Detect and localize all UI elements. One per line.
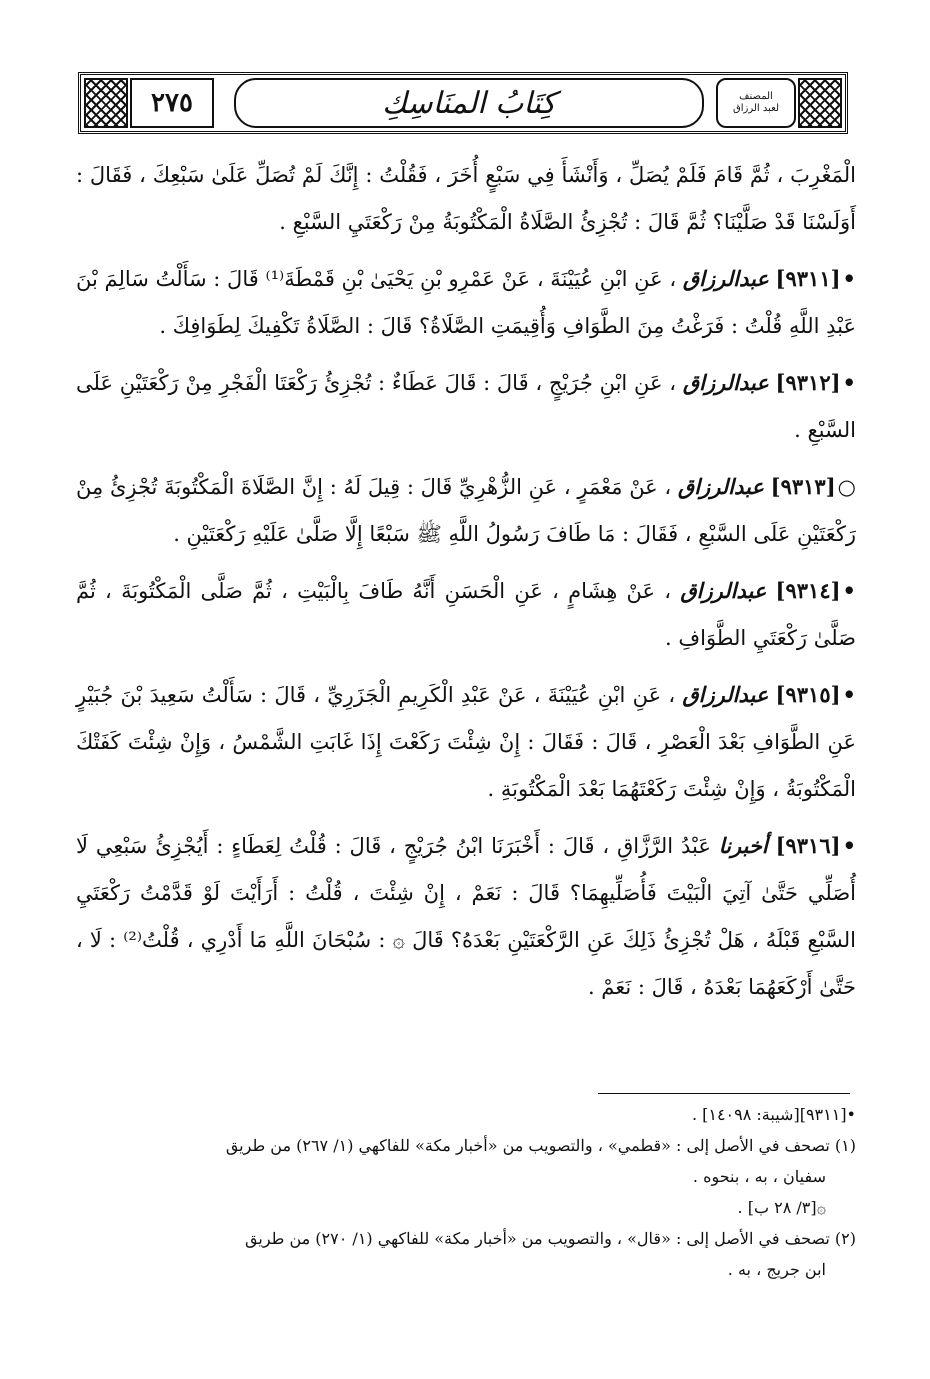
page-number: ٢٧٥ — [130, 78, 214, 128]
hadith-number: [٩٣١١] — [775, 266, 841, 291]
hadith-text: عَبْدُ الرَّزَّاقِ ، قَالَ : أَخْبَرَنَا ابْنُ جُرَيْجٍ ، قَالَ : قُلْتُ لِعَطَاءٍ : أَيُجْزِئُ سَبْعِي لَا أُصَلِّي حَتَّىٰ آتِيَ الْبَيْتَ فَأُصَلِّيهِمَا؟ قَالَ : نَعَمْ ، إِنْ شِئْتَ ، قُلْتُ : أَرَأَيْتَ لَوْ قَدَّمْتُ رَكْعَتَيِ السَّبْعِ قَبْلَهُ ، هَلْ تُجْزِئُ ذَلِكَ عَنِ الرَّكْعَتَيْنِ بَعْدَهُ؟ قَالَ ۞ : سُبْحَانَ اللَّهِ مَا أَدْرِي ، قُلْتُ⁽²⁾ : لَا ، حَتَّىٰ أَرْكَعَهُمَا بَعْدَهُ ، قَالَ : نَعَمْ . — [76, 834, 857, 999]
hadith-9316 — [76, 822, 856, 1011]
bullet-icon: • — [842, 370, 856, 395]
intro-line-2: فَقَالَ : أَوَلَسْنَا قَدْ صَلَّيْنَا؟ ثُمَّ قَالَ : تُجْزِئُ الصَّلَاةُ الْمَكْتُوبَةُ مِنْ رَكْعَتَيِ السَّبْعِ . — [76, 163, 856, 234]
hadith-text: ، عَنِ ابْنِ عُيَيْنَةَ ، عَنْ عَبْدِ الْكَرِيمِ الْجَزَرِيِّ ، قَالَ : سَأَلْتُ سَعِيدَ بْنَ جُبَيْرٍ عَنِ الطَّوَافِ بَعْدَ الْعَصْرِ ، قَالَ : فَقَالَ : إِنْ شِئْتَ رَكَعْتَ إِذَا غَابَتِ الشَّمْسُ ، وَإِنْ شِئْتَ كَفَتْكَ الْمَكْتُوبَةُ ، وَإِنْ شِئْتَ رَكَعْتَهُمَا بَعْدَ الْمَكْتُوبَةِ . — [76, 683, 856, 801]
bullet-icon: • — [842, 833, 856, 858]
right-ornament-icon — [798, 78, 842, 128]
hadith-9315 — [76, 671, 856, 813]
hadith-number: [٩٣١٣] — [770, 474, 836, 499]
intro-paragraph — [76, 152, 856, 246]
hadith-text: ، عَنِ ابْنِ عُيَيْنَةَ ، عَنْ عَمْرِو بْنِ يَحْيَىٰ بْنِ قَمْطَةَ⁽¹⁾ قَالَ : سَأَلْتُ سَالِمَ بْنَ عَبْدِ اللَّهِ قُلْتُ : فَرَغْتُ مِنَ الطَّوَافِ وَأُقِيمَتِ الصَّلَاةُ؟ قَالَ : الصَّلَاةُ تَكْفِيكَ لِطَوَافِكَ . — [76, 267, 856, 338]
left-ornament-icon — [84, 78, 128, 128]
hadith-number: [٩٣١٥] — [775, 682, 841, 707]
hadith-source: أخبرنا — [718, 833, 768, 858]
series-logo-line-1: المصنف — [739, 91, 773, 102]
hadith-9312 — [76, 359, 856, 454]
hadith-text: ، عَنْ هِشَامٍ ، عَنِ الْحَسَنِ أَنَّهُ طَافَ بِالْبَيْتِ ، ثُمَّ صَلَّى الْمَكْتُوبَةَ ، ثُمَّ صَلَّىٰ رَكْعَتَيِ الطَّوَافِ . — [76, 579, 856, 650]
running-title: كِتَابُ المنَاسِكِ — [234, 78, 704, 128]
hadith-source: عبدالرزاق — [682, 370, 769, 395]
hadith-9311 — [76, 255, 856, 350]
series-logo-line-2: لعبد الرزاق — [732, 103, 780, 114]
circle-marker-icon: ○ — [837, 474, 856, 499]
footnote-reference: •[٩٣١١][شيبة: ١٤٠٩٨] . — [691, 1105, 856, 1124]
bullet-icon: • — [842, 578, 856, 603]
hadith-number: [٩٣١٦] — [775, 833, 841, 858]
hadith-number: [٩٣١٢] — [775, 370, 841, 395]
bullet-icon: • — [842, 266, 856, 291]
hadith-source: عبدالرزاق — [682, 266, 769, 291]
page-header — [78, 72, 848, 134]
hadith-source: عبدالرزاق — [677, 474, 764, 499]
footnote-divider — [598, 1093, 850, 1094]
hadith-text: ، عَنِ ابْنِ جُرَيْجٍ ، قَالَ : قَالَ عَطَاءٌ : تُجْزِئُ رَكْعَتَا الْفَجْرِ مِنْ رَكْعَتَيْنِ عَلَى السَّبْعِ . — [76, 371, 856, 442]
hadith-9314 — [76, 567, 856, 662]
series-logo — [716, 78, 796, 128]
hadith-source: عبدالرزاق — [682, 682, 769, 707]
hadith-9313 — [76, 463, 856, 558]
intro-line-1: الْمَغْرِبَ ، ثُمَّ قَامَ فَلَمْ يُصَلِّ ، وَأَنْشَأَ فِي سَبْعٍ أُخَرَ ، فَقُلْتُ : إِنَّكَ لَمْ تُصَلِّ عَلَىٰ سَبْعِكَ ، — [139, 163, 856, 187]
footnote-1-continuation: سفيان ، به ، بنحوه . — [692, 1167, 826, 1186]
footnotes — [76, 1100, 856, 1286]
hadith-number: [٩٣١٤] — [775, 578, 841, 603]
footnote-2: (٢) تصحف في الأصل إلى : «قال» ، والتصويب من «أخبار مكة» للفاكهي (١/ ٢٧٠) من طريق — [245, 1229, 856, 1248]
footnote-1: (١) تصحف في الأصل إلى : «قطمي» ، والتصويب من «أخبار مكة» للفاكهي (١/ ٢٦٧) من طريق — [225, 1136, 856, 1155]
folio-reference: ۞[٣/ ٢٨ ب] . — [737, 1198, 826, 1217]
bullet-icon: • — [842, 682, 856, 707]
footnote-2-continuation: ابن جريج ، به . — [727, 1260, 826, 1279]
hadith-text: ، عَنْ مَعْمَرٍ ، عَنِ الزُّهْرِيِّ قَالَ : قِيلَ لَهُ : إِنَّ الصَّلَاةَ الْمَكْتُوبَةَ تُجْزِئُ مِنْ رَكْعَتَيْنِ عَلَى السَّبْعِ ، فَقَالَ : مَا طَافَ رَسُولُ اللَّهِ ﷺ سَبْعًا إِلَّا صَلَّىٰ عَلَيْهِ رَكْعَتَيْنِ . — [76, 475, 856, 546]
main-text — [76, 152, 856, 1020]
hadith-source: عبدالرزاق — [680, 578, 767, 603]
